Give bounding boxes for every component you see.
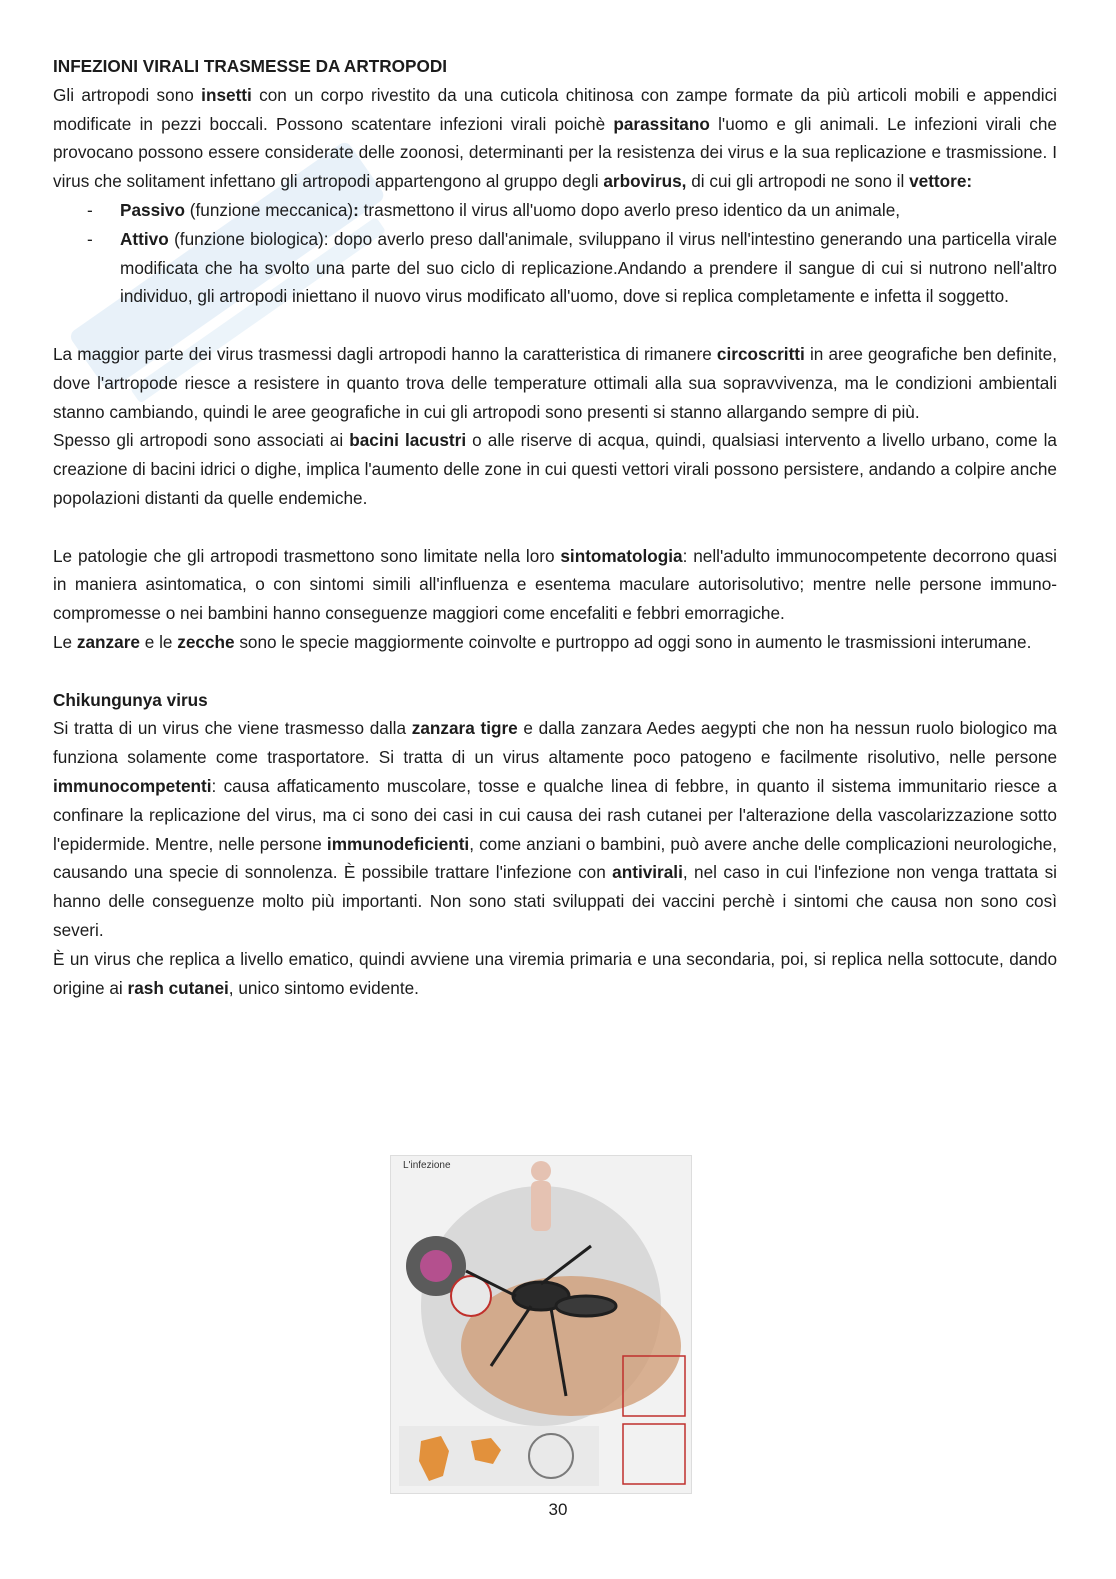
text-span: : nell'adulto immunocompetente decorrono quasi in maniera asintomatica, o con sintomi simili all'influenza e esentema maculare autorisolutivo; mentre nelle persone immuno-compromesse o nei bambini hanno conseguenze maggiori come encefaliti e febbri emorragiche. xyxy=(53,545,1057,624)
text-span: Le xyxy=(53,631,77,652)
text-span: e le xyxy=(139,631,178,652)
bold-term: antivirali xyxy=(612,862,683,883)
list-item-active xyxy=(120,225,1057,311)
bold-term: insetti xyxy=(201,84,252,105)
text-span: di cui gli artropodi ne sono il xyxy=(686,171,910,192)
paragraph-species xyxy=(53,628,1057,657)
paragraph-water-basins xyxy=(53,426,1057,512)
text-span: , unico sintomo evidente. xyxy=(228,977,419,998)
section-heading-arthropod-infections: INFEZIONI VIRALI TRASMESSE DA ARTROPODI xyxy=(53,56,448,76)
text-span: La maggior parte dei virus trasmessi dagli artropodi hanno la caratteristica di rimanere xyxy=(53,343,717,364)
infection-infographic xyxy=(390,1155,692,1494)
text-span: in aree geografiche ben definite, dove l'artropode riesce a resistere in quanto trova delle temperature ottimali alla sua sopravvivenza, ma le condizioni ambientali stanno cambiando, quindi le aree geografiche in cui gli artropodi sono presenti si stanno allargando sempre di più. xyxy=(53,343,1057,422)
spacer xyxy=(53,513,1057,542)
bold-term: Passivo xyxy=(120,199,185,220)
infographic-title: L'infezione xyxy=(403,1160,451,1171)
text-span: , nel caso in cui l'infezione non venga trattata si hanno delle conseguenze molto più importanti. Non sono stati sviluppati dei vaccini perchè i sintomi che causa non sono così severi. xyxy=(53,862,1057,940)
text-span: : causa affaticamento muscolare, tosse e qualche linea di febbre, in quanto il sistema immunitario riesce a confinare la replicazione del virus, ma ci sono dei casi in cui causa dei rash cutanei per l'alterazione della vascolarizzazione sotto l'epidermide. Mentre, nelle persone xyxy=(53,775,1057,854)
bold-term: Attivo xyxy=(120,228,169,249)
text-span: e dalla zanzara Aedes aegypti che non ha nessun ruolo biologico ma funziona solamente come trasportatore. Si tratta di un virus altamente poco patogeno e facilmente risolutivo, nelle persone xyxy=(53,718,1057,768)
bold-term: arbovirus, xyxy=(603,171,687,192)
bold-term: vettore: xyxy=(909,171,973,192)
text-span: l'uomo e gli animali. Le infezioni virali che provocano possono essere considerate delle zoonosi, determinanti per la resistenza dei virus e la sua replicazione e trasmissione. I virus che solitament infettano gli artropodi appartengono al gruppo degli xyxy=(53,113,1057,192)
bold-term: : xyxy=(353,199,359,220)
spacer xyxy=(53,311,1057,340)
paragraph-geography xyxy=(53,340,1057,426)
bold-term: zanzara tigre xyxy=(411,718,518,739)
text-span: sono le specie maggiormente coinvolte e purtroppo ad oggi sono in aumento le trasmissioni interumane. xyxy=(234,631,1032,652)
section-heading-chikungunya: Chikungunya virus xyxy=(53,689,208,710)
bold-term: immunocompetenti xyxy=(53,775,212,796)
spacer xyxy=(53,657,1057,686)
bold-term: parassitano xyxy=(613,113,710,134)
text-span: o alle riserve di acqua, quindi, qualsiasi intervento a livello urbano, come la creazione di bacini idrici o dighe, implica l'aumento delle zone in cui questi vettori virali possono persistere, andando a colpire anche popolazioni distanti da quelle endemiche. xyxy=(53,430,1057,508)
phase-box-second xyxy=(623,1424,685,1484)
bold-term: immunodeficienti xyxy=(326,833,470,854)
bold-term: bacini lacustri xyxy=(349,430,467,451)
bold-term: zecche xyxy=(177,631,235,652)
vector-types-list xyxy=(53,196,1057,311)
text-span: trasmettono il virus all'uomo dopo averlo preso identico da un animale, xyxy=(358,199,901,220)
text-span: Le patologie che gli artropodi trasmettono sono limitate nella loro xyxy=(53,545,561,566)
bold-term: rash cutanei xyxy=(127,977,229,998)
text-span: (funzione biologica): dopo averlo preso dall'animale, sviluppano il virus nell'intestino generando una particella virale modificata che ha svolto una parte del suo ciclo di replicazione.Andando a prendere il sangue di cui si nutrono nell'altro individuo, gli artropodi iniettano il nuovo virus modificato all'uomo, dove si replica completamente e infetta il soggetto. xyxy=(120,228,1057,307)
page-content xyxy=(53,52,1057,1002)
human-figure-icon xyxy=(531,1161,551,1231)
text-span: Spesso gli artropodi sono associati ai xyxy=(53,430,350,451)
text-span: Si tratta di un virus che viene trasmesso dalla xyxy=(53,718,412,739)
paragraph-chikungunya xyxy=(53,714,1057,944)
page-number: 30 xyxy=(548,1500,568,1519)
text-span: , come anziani o bambini, può avere anche delle complicazioni neurologiche, causando una specie di sonnolenza. È possibile trattare l'infezione con xyxy=(53,833,1057,883)
virus-core xyxy=(420,1250,452,1282)
list-item-passive xyxy=(120,196,1057,225)
paragraph-intro xyxy=(53,81,1057,196)
text-span: È un virus che replica a livello ematico, quindi avviene una viremia primaria e una secondaria, poi, si replica nella sottocute, dando origine ai xyxy=(53,948,1057,998)
text-span: Gli artropodi sono xyxy=(53,84,202,105)
text-span: (funzione meccanica) xyxy=(184,199,354,220)
paragraph-replication xyxy=(53,945,1057,1003)
bold-term: circoscritti xyxy=(716,343,805,364)
bold-term: zanzare xyxy=(76,631,140,652)
paragraph-symptoms xyxy=(53,542,1057,628)
bold-term: sintomatologia xyxy=(560,545,683,566)
infographic-illustration xyxy=(391,1156,691,1493)
text-span: con un corpo rivestito da una cuticola chitinosa con zampe formate da più articoli mobili e appendici modificate in pezzi boccali. Possono scatentare infezioni virali poichè xyxy=(53,84,1058,134)
